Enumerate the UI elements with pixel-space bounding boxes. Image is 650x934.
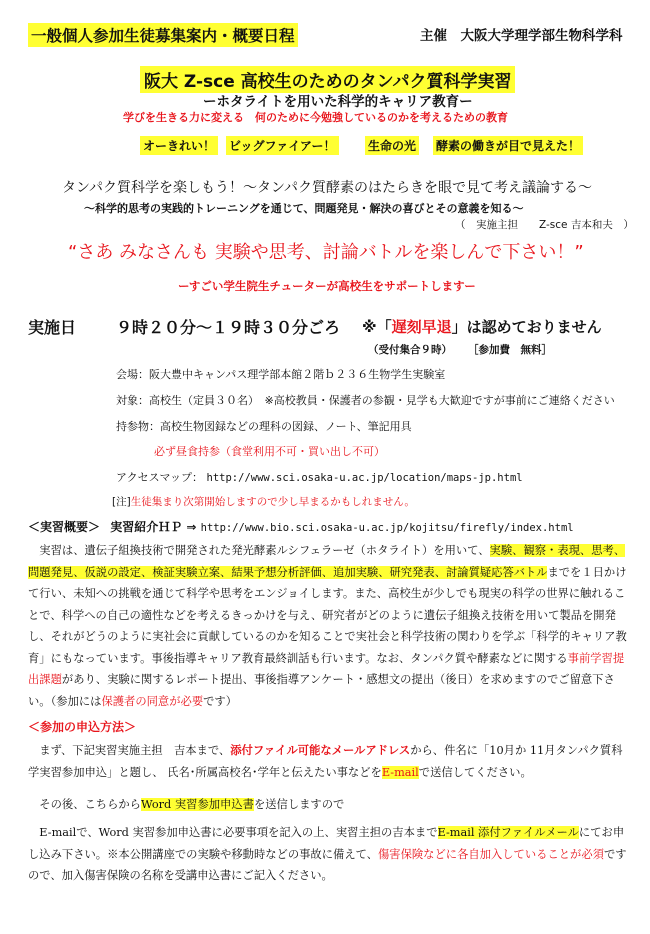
schedule-note-highlight: 遅刻早退: [391, 318, 452, 336]
slogan-2: ビッグファイアー！: [226, 136, 339, 155]
apply-paragraph-2: [28, 794, 628, 816]
note-mark: [注]: [112, 496, 131, 508]
apply-b1: その後、こちらから: [28, 798, 141, 811]
apply-a2: から、件名に「10月か 11月タンパク質科学実習参加申込」と題し、 氏名･所属高校名･学年と伝えたい事などを: [28, 744, 623, 779]
apply-email: E-mail: [381, 765, 419, 779]
overview-p1-highlight: 実験、観察・表現、思考、問題発見、仮説の設定、検証実験立案、結果予想分析評価、追加実験、研究発表、討論質疑応答バトル: [28, 544, 626, 579]
apply-c1: E-mailで、Word 実習参加申込書に必要事項を記入の上、実習主担の吉本まで: [28, 826, 438, 839]
schedule-note-suffix: 」は認めておりません: [451, 318, 602, 336]
apply-a1-red: 添付ファイル可能なメールアドレス: [230, 743, 411, 757]
schedule-label: 実施日: [28, 318, 77, 337]
page-heading: 一般個人参加生徒募集案内・概要日程: [28, 23, 298, 47]
overview-p3: があり、実験に関するレポート提出、事後指導アンケート・感想文の提出（後日）を求めますのでご留意下さい。（参加には: [28, 673, 615, 708]
venue: 会場：阪大豊中キャンパス理学部本館２階ｂ２３６生物学生実験室: [116, 368, 446, 381]
theme-lead: （ 実施主担 Z-sce 吉本和夫 ）: [455, 219, 634, 231]
schedule-note-prefix: ※「: [362, 318, 392, 336]
slogan-1: オーきれい！: [140, 136, 218, 155]
access-link[interactable]: http://www.sci.osaka-u.ac.jp/location/maps-jp.html: [206, 472, 523, 484]
overview-header: [28, 518, 574, 535]
apply-c2: にてお申し込み下さい。※本公開講座での実験や移動時などの事故に備えて、: [28, 826, 625, 861]
program-subtitle: ーホタライトを用いた科学的キャリア教育ー: [203, 94, 473, 110]
reception-time: （受付集合９時）: [368, 344, 452, 356]
start-note: [112, 494, 415, 509]
hp-label: 実習紹介ＨＰ ⇒: [110, 520, 197, 534]
overview-paragraph: [28, 540, 628, 712]
apply-paragraph-3: [28, 822, 628, 887]
apply-header: ＜参加の申込方法＞: [28, 720, 137, 734]
slogan-4: 酵素の働きが目で見えた！: [433, 136, 583, 155]
program-tagline: 学びを生きる力に変える 何のために今勉強しているのかを考えるための教育: [123, 111, 508, 124]
apply-b2: を送信しますので: [253, 798, 345, 811]
apply-c3: ですので、加入傷害保険の名称を受講申込書にご記入ください。: [28, 847, 627, 882]
schedule-time: ９時２０分～１９時３０分ごろ: [116, 318, 341, 337]
apply-a1: まず、下記実習実施主担 吉本まで、: [28, 744, 231, 757]
overview-label: ＜実習概要＞: [28, 520, 101, 534]
organizer: 主催 大阪大学理学部生物科学科: [420, 28, 623, 44]
target: 対象：高校生（定員３０名） ※高校教員・保護者の参観・見学も大歓迎ですが事前にご連絡ください: [116, 394, 615, 407]
overview-p2: までを１日かけて行い、未知への挑戦を通じて科学や思考をエンジョイします。また、高校生が少しでも現実の科学の世界に触れることで、科学への自己の適性などを考えるきっかけを与え、研究者がどのように遺伝子組換え技術を用いて製品を開発し、それがどうのように実社会に貢献しているのかを知ることで実社会と科学技術の関わりを学ぶ「科学的キャリア教育」にもなっています。事後指導キャリア教育最終訓話も行います。なお、タンパク質や酵素などに関する: [28, 565, 627, 665]
overview-p1: 実習は、遺伝子組換技術で開発された発光酵素ルシフェラーゼ（ホタライト）を用いて、: [28, 544, 490, 557]
apply-paragraph-1: [28, 740, 628, 783]
schedule-note: [362, 316, 602, 337]
program-title: 阪大 Z-sce 高校生のためのタンパク質科学実習: [140, 66, 515, 93]
slogan-3: 生命の光: [365, 136, 419, 155]
theme-main: タンパク質科学を楽しもう！～タンパク質酵素のはたらきを眼で見て考え議論する～: [62, 180, 593, 196]
access-map: [116, 469, 523, 485]
belongings: 持参物：高校生物図録などの理科の図録、ノート、筆記用具: [116, 420, 412, 433]
overview-p2-red: 事前学習提出課題: [28, 651, 625, 686]
overview-p3-red: 保護者の同意が必要: [101, 694, 204, 708]
note-text: 生徒集まり次第開始しますので少し早まるかもしれません。: [130, 496, 415, 508]
access-label: アクセスマップ：: [116, 471, 204, 484]
callout-support: ーすごい学生院生チューターが高校生をサポートしますー: [178, 279, 476, 293]
apply-a3: で送信してください。: [418, 765, 532, 779]
apply-insurance: 傷害保険などに各自加入していることが必須: [377, 847, 604, 861]
theme-sub: ～科学的思考の実践的トレーニングを通じて、問題発見・解決の喜びとその意義を知る～: [84, 202, 524, 215]
lunch-note: 必ず昼食持参（食堂利用不可・買い出し不可）: [154, 445, 385, 458]
apply-word-form: Word 実習参加申込書: [140, 798, 254, 811]
apply-attachment: E-mail 添付ファイルメール: [437, 826, 579, 839]
overview-p4: です）: [203, 694, 238, 708]
callout-main: “さあ みなさんも 実験や思考、討論バトルを楽しんで下さい！”: [68, 242, 584, 263]
hp-link[interactable]: http://www.bio.sci.osaka-u.ac.jp/kojitsu/firefly/index.html: [200, 522, 574, 534]
fee: ［参加費 無料］: [468, 344, 552, 356]
